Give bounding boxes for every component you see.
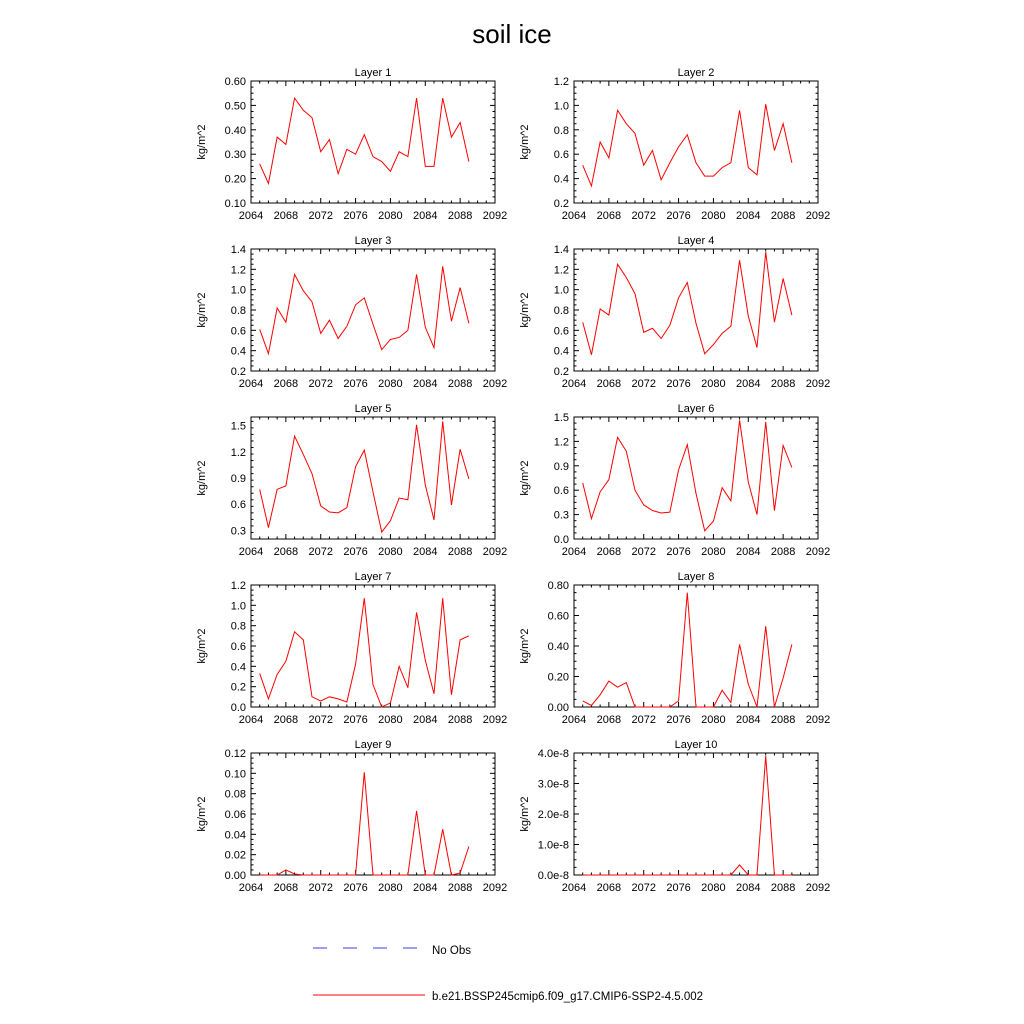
y-tick-label: 3.0e-8 — [537, 778, 569, 791]
y-tick-label: 0.40 — [224, 124, 246, 137]
y-tick-label: 0.9 — [553, 460, 569, 473]
panel-title: Layer 8 — [677, 571, 715, 583]
x-tick-label: 2080 — [378, 714, 403, 726]
series-line — [260, 98, 469, 183]
plot-frame — [574, 81, 818, 203]
plot-frame — [574, 585, 818, 707]
x-tick-label: 2068 — [273, 210, 299, 222]
y-tick-label: 0.04 — [224, 829, 246, 842]
series-line — [583, 252, 792, 355]
series-line — [260, 421, 469, 532]
y-tick-label: 4.0e-8 — [537, 748, 569, 760]
x-tick-label: 2092 — [482, 546, 508, 558]
y-tick-label: 0.2 — [230, 681, 246, 694]
x-tick-label: 2068 — [273, 882, 299, 894]
x-tick-label: 2076 — [343, 546, 368, 558]
y-tick-label: 0.6 — [553, 485, 569, 498]
y-tick-label: 0.06 — [224, 809, 246, 821]
legend-model-label: b.e21.BSSP245cmip6.f09_g17.CMIP6-SSP2-4.5.002 — [432, 991, 704, 1003]
x-tick-label: 2080 — [701, 882, 726, 894]
x-tick-label: 2080 — [378, 210, 403, 222]
y-tick-label: 0.10 — [224, 768, 246, 781]
y-tick-label: 1.4 — [230, 244, 246, 256]
x-tick-label: 2064 — [238, 882, 264, 894]
x-tick-label: 2092 — [482, 378, 508, 390]
panel-layer-7 — [196, 571, 507, 726]
panel-title: Layer 5 — [354, 403, 392, 415]
x-tick-label: 2076 — [343, 210, 368, 222]
y-tick-label: 0.6 — [553, 149, 569, 162]
panel-title: Layer 6 — [677, 403, 715, 415]
y-tick-label: 2.0e-8 — [537, 809, 569, 821]
x-tick-label: 2076 — [666, 882, 691, 894]
panel-layer-3 — [196, 235, 507, 390]
x-tick-label: 2076 — [666, 546, 691, 558]
legend-no-obs-label: No Obs — [432, 945, 471, 957]
series-line — [260, 598, 469, 707]
panel-layer-1 — [196, 67, 507, 222]
panel-layer-9 — [196, 739, 507, 894]
x-tick-label: 2068 — [596, 714, 622, 726]
panel-layer-5 — [196, 403, 507, 558]
x-tick-label: 2084 — [413, 882, 438, 894]
y-tick-label: 0.8 — [230, 620, 246, 633]
panel-title: Layer 7 — [354, 571, 392, 583]
y-axis-label: kg/m^2 — [196, 292, 208, 328]
panel-layer-6 — [519, 403, 830, 558]
y-tick-label: 0.2 — [553, 198, 569, 210]
x-tick-label: 2080 — [378, 882, 403, 894]
x-tick-label: 2088 — [770, 378, 796, 390]
panel-layer-2 — [519, 67, 830, 222]
y-tick-label: 0.6 — [230, 499, 246, 512]
x-tick-label: 2068 — [596, 210, 622, 222]
x-tick-label: 2076 — [343, 882, 368, 894]
y-tick-label: 0.30 — [224, 149, 246, 162]
x-tick-label: 2064 — [561, 546, 587, 558]
y-tick-label: 0.0 — [553, 534, 569, 546]
x-tick-label: 2092 — [805, 378, 831, 390]
y-tick-label: 1.0 — [553, 100, 569, 113]
y-tick-label: 0.2 — [553, 366, 569, 378]
x-tick-label: 2092 — [482, 714, 508, 726]
y-axis-label: kg/m^2 — [519, 628, 531, 664]
y-tick-label: 1.0 — [230, 600, 246, 613]
x-tick-label: 2064 — [561, 714, 587, 726]
x-tick-label: 2072 — [308, 882, 333, 894]
y-tick-label: 0.0e-8 — [537, 870, 569, 882]
panel-title: Layer 4 — [677, 235, 715, 247]
x-tick-label: 2088 — [447, 714, 473, 726]
y-tick-label: 0.3 — [230, 525, 246, 538]
x-tick-label: 2088 — [447, 378, 473, 390]
y-tick-label: 0.10 — [224, 198, 246, 210]
x-tick-label: 2092 — [805, 714, 831, 726]
x-tick-label: 2072 — [631, 378, 656, 390]
y-tick-label: 1.0e-8 — [537, 839, 569, 852]
y-tick-label: 0.00 — [224, 870, 246, 882]
x-tick-label: 2092 — [805, 210, 831, 222]
y-axis-label: kg/m^2 — [196, 124, 208, 160]
panel-layer-4 — [519, 235, 830, 390]
y-tick-label: 0.8 — [553, 305, 569, 317]
x-tick-label: 2072 — [631, 882, 656, 894]
y-tick-label: 0.8 — [553, 124, 569, 137]
y-tick-label: 0.20 — [224, 173, 246, 186]
x-tick-label: 2088 — [770, 882, 796, 894]
x-tick-label: 2084 — [736, 714, 761, 726]
x-tick-label: 2072 — [308, 210, 333, 222]
x-tick-label: 2072 — [631, 714, 656, 726]
x-tick-label: 2092 — [805, 546, 831, 558]
x-tick-label: 2088 — [770, 210, 796, 222]
panel-title: Layer 1 — [354, 67, 392, 79]
series-line — [583, 104, 792, 186]
panel-layer-10 — [519, 739, 830, 894]
x-tick-label: 2080 — [701, 546, 726, 558]
y-tick-label: 1.2 — [230, 446, 246, 459]
plot-frame — [574, 753, 818, 875]
x-tick-label: 2064 — [561, 210, 587, 222]
y-tick-label: 0.6 — [230, 641, 246, 653]
series-line — [583, 593, 792, 707]
x-tick-label: 2064 — [238, 210, 264, 222]
y-tick-label: 1.0 — [553, 284, 569, 297]
y-tick-label: 1.2 — [553, 76, 569, 88]
y-axis-label: kg/m^2 — [196, 628, 208, 664]
x-tick-label: 2084 — [736, 210, 761, 222]
x-tick-label: 2088 — [447, 210, 473, 222]
y-tick-label: 0.0 — [230, 702, 246, 714]
x-tick-label: 2084 — [736, 546, 761, 558]
y-tick-label: 1.2 — [553, 436, 569, 449]
y-tick-label: 0.00 — [547, 702, 569, 714]
y-axis-label: kg/m^2 — [519, 124, 531, 160]
x-tick-label: 2064 — [238, 546, 264, 558]
y-tick-label: 1.4 — [553, 244, 569, 256]
x-tick-label: 2068 — [273, 546, 299, 558]
y-tick-label: 0.3 — [553, 509, 569, 522]
x-tick-label: 2072 — [631, 546, 656, 558]
legend — [313, 945, 703, 1003]
y-tick-label: 0.4 — [230, 345, 246, 358]
x-tick-label: 2080 — [701, 210, 726, 222]
y-tick-label: 1.0 — [230, 284, 246, 297]
y-tick-label: 0.2 — [230, 366, 246, 378]
panel-title: Layer 3 — [354, 235, 392, 247]
x-tick-label: 2084 — [413, 378, 438, 390]
y-tick-label: 0.4 — [553, 345, 569, 358]
plot-frame — [251, 81, 495, 203]
y-tick-label: 0.6 — [230, 325, 246, 338]
x-tick-label: 2092 — [482, 882, 508, 894]
x-tick-label: 2084 — [413, 546, 438, 558]
x-tick-label: 2064 — [238, 378, 264, 390]
x-tick-label: 2064 — [561, 882, 587, 894]
y-tick-label: 0.20 — [547, 671, 569, 684]
x-tick-label: 2084 — [413, 714, 438, 726]
y-tick-label: 0.40 — [547, 641, 569, 653]
panel-title: Layer 2 — [677, 67, 715, 79]
x-tick-label: 2064 — [561, 378, 587, 390]
plot-frame — [574, 249, 818, 371]
y-tick-label: 1.2 — [230, 580, 246, 592]
y-axis-label: kg/m^2 — [519, 460, 531, 496]
x-tick-label: 2092 — [805, 882, 831, 894]
x-tick-label: 2076 — [343, 714, 368, 726]
x-tick-label: 2068 — [596, 378, 622, 390]
x-tick-label: 2076 — [343, 378, 368, 390]
x-tick-label: 2068 — [273, 714, 299, 726]
x-tick-label: 2080 — [378, 546, 403, 558]
y-tick-label: 0.8 — [230, 305, 246, 317]
x-tick-label: 2080 — [701, 714, 726, 726]
panel-title: Layer 9 — [354, 739, 392, 751]
panel-layer-8 — [519, 571, 830, 726]
series-line — [583, 756, 792, 875]
x-tick-label: 2092 — [482, 210, 508, 222]
y-tick-label: 1.5 — [230, 420, 246, 433]
y-axis-label: kg/m^2 — [196, 796, 208, 832]
plot-frame — [574, 417, 818, 539]
x-tick-label: 2088 — [447, 546, 473, 558]
x-tick-label: 2080 — [378, 378, 403, 390]
x-tick-label: 2084 — [736, 882, 761, 894]
y-tick-label: 0.02 — [224, 849, 246, 862]
x-tick-label: 2088 — [770, 714, 796, 726]
series-line — [260, 266, 469, 353]
y-tick-label: 0.4 — [553, 173, 569, 186]
series-line — [583, 420, 792, 531]
x-tick-label: 2088 — [447, 882, 473, 894]
y-tick-label: 0.50 — [224, 100, 246, 113]
x-tick-label: 2076 — [666, 714, 691, 726]
x-tick-label: 2068 — [596, 546, 622, 558]
series-line — [260, 772, 469, 875]
x-tick-label: 2084 — [736, 378, 761, 390]
x-tick-label: 2072 — [308, 546, 333, 558]
y-tick-label: 1.5 — [553, 412, 569, 424]
y-tick-label: 0.6 — [553, 325, 569, 338]
x-tick-label: 2064 — [238, 714, 264, 726]
y-tick-label: 1.2 — [553, 264, 569, 277]
figure-title: soil ice — [472, 19, 552, 49]
y-tick-label: 0.60 — [547, 610, 569, 623]
y-tick-label: 0.4 — [230, 661, 246, 674]
y-tick-label: 0.12 — [224, 748, 246, 760]
y-axis-label: kg/m^2 — [519, 796, 531, 832]
x-tick-label: 2072 — [308, 714, 333, 726]
x-tick-label: 2068 — [596, 882, 622, 894]
y-axis-label: kg/m^2 — [196, 460, 208, 496]
panel-title: Layer 10 — [674, 739, 718, 751]
plot-frame — [251, 585, 495, 707]
y-tick-label: 0.60 — [224, 76, 246, 88]
x-tick-label: 2072 — [631, 210, 656, 222]
x-tick-label: 2076 — [666, 378, 691, 390]
x-tick-label: 2080 — [701, 378, 726, 390]
y-axis-label: kg/m^2 — [519, 292, 531, 328]
plot-frame — [251, 753, 495, 875]
y-tick-label: 0.08 — [224, 788, 246, 801]
x-tick-label: 2068 — [273, 378, 299, 390]
y-tick-label: 1.2 — [230, 264, 246, 277]
y-tick-label: 0.9 — [230, 473, 246, 485]
y-tick-label: 0.80 — [547, 580, 569, 592]
x-tick-label: 2072 — [308, 378, 333, 390]
x-tick-label: 2084 — [413, 210, 438, 222]
x-tick-label: 2088 — [770, 546, 796, 558]
panels — [196, 67, 830, 894]
x-tick-label: 2076 — [666, 210, 691, 222]
